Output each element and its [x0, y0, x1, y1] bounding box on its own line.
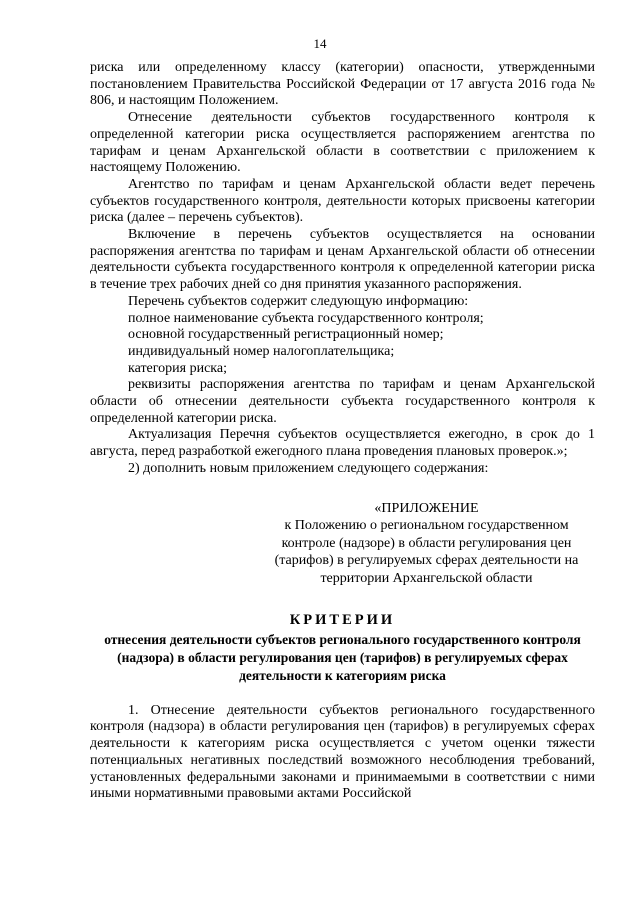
- list-item-ogrn: основной государственный регистрационный номер;: [128, 327, 444, 343]
- paragraph-risk-assignment: Отнесение деятельности субъектов государственного контроля к определенной категории риска осуществляется распоряжением агентства по тарифам и ценам Архангельской области в соответствии с приложением к настоящему Положению.: [90, 110, 595, 176]
- paragraph-list-contents: Перечень субъектов содержит следующую информацию:: [128, 293, 469, 309]
- list-item-name: полное наименование субъекта государственного контроля;: [128, 310, 484, 326]
- appendix-label: «ПРИЛОЖЕНИЕ: [374, 500, 479, 516]
- criteria-title: КРИТЕРИИ: [289, 612, 396, 629]
- paragraph-amendment-2: 2) дополнить новым приложением следующего содержания:: [128, 460, 489, 476]
- list-item-order-details: реквизиты распоряжения агентства по тарифам и ценам Архангельской области об отнесении деятельности субъекта государственного контроля к определенной категории риска.: [90, 377, 595, 426]
- appendix-reference: к Положению о региональном государственном контроле (надзоре) в области регулирования цен (тарифов) в регулируемых сферах деятельности на территории Архангельской области: [274, 518, 579, 586]
- clause-1: 1. Отнесение деятельности субъектов регионального государственного контроля (надзора) в области регулирования цен (тарифов) в регулируемых сферах деятельности к категориям риска осуществляется с учетом оценки тяжести потенциальных негативных последствий возможного несоблюдения требований, установленных федеральными законами и принимаемыми в соответствии с ними иными нормативными правовыми актами Российской: [90, 702, 595, 802]
- paragraph-inclusion: Включение в перечень субъектов осуществляется на основании распоряжения агентства по тарифам и ценам Архангельской области об отнесении деятельности субъекта государственного контроля к определенной категории риска в течение трех рабочих дней со дня принятия указанного распоряжения.: [90, 227, 595, 293]
- page-number: 14: [313, 36, 327, 51]
- list-item-inn: индивидуальный номер налогоплательщика;: [128, 343, 395, 359]
- paragraph-continuation: риска или определенному классу (категории) опасности, утвержденными постановлением Правительства Российской Федерации от 17 августа 2016 года № 806, и настоящим Положением.: [90, 60, 595, 109]
- criteria-subtitle: отнесения деятельности субъектов регионального государственного контроля (надзора) в области регулирования цен (тарифов) в регулируемых сферах деятельности к категориям риска: [104, 631, 581, 683]
- paragraph-update: Актуализация Перечня субъектов осуществляется ежегодно, в срок до 1 августа, перед разработкой ежегодного плана проведения плановых проверок.»;: [90, 427, 595, 460]
- list-item-risk-category: категория риска;: [128, 360, 227, 376]
- document-body: [90, 60, 595, 803]
- paragraph-agency-list: Агентство по тарифам и ценам Архангельской области ведет перечень субъектов государственного контроля, деятельности которых присвоены категории риска (далее – перечень субъектов).: [90, 176, 595, 226]
- appendix-header: [258, 500, 595, 588]
